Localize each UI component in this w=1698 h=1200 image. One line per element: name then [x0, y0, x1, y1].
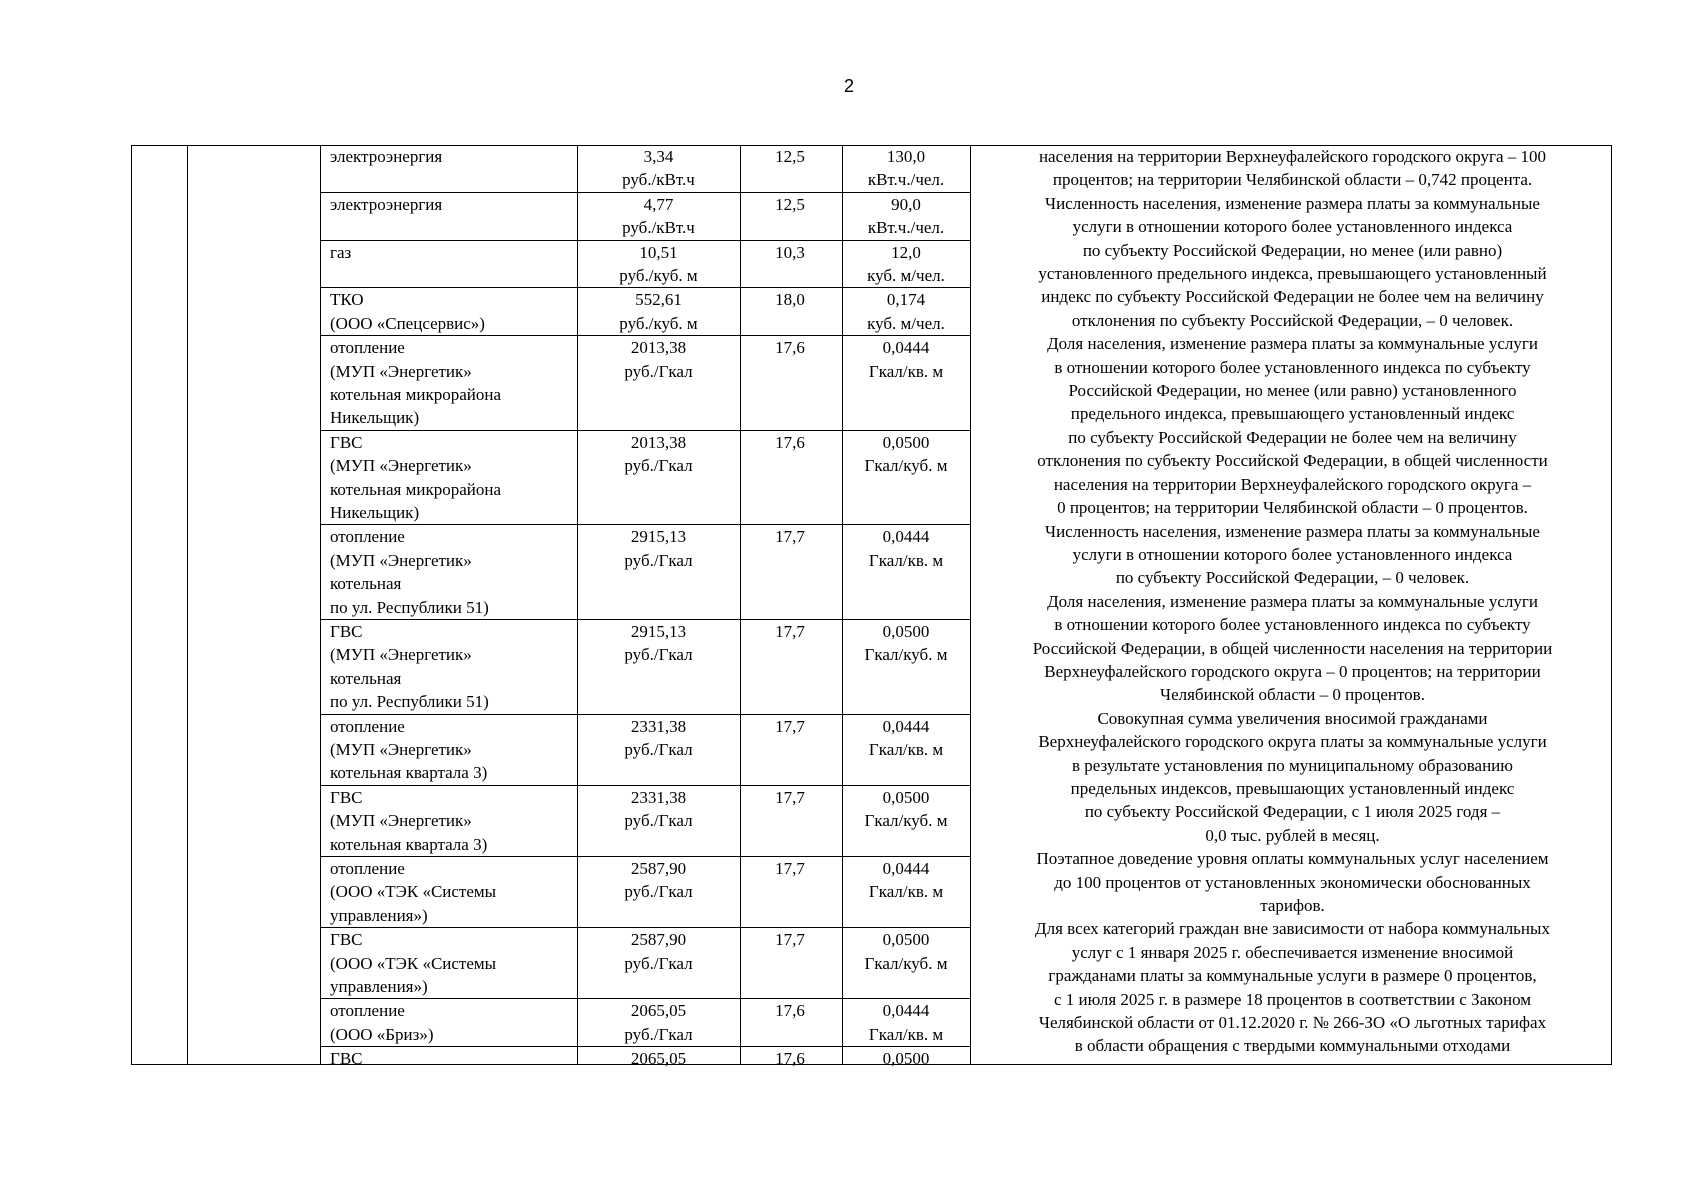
table-row	[320, 241, 970, 289]
tariff-cell: 2915,13 руб./Гкал	[624, 621, 693, 665]
service-name-cell: отопление (МУП «Энергетик» котельная квартала 3)	[330, 716, 488, 783]
text-line: Численность населения, изменение размера платы за коммунальные	[1045, 521, 1540, 541]
table-row	[320, 193, 970, 241]
index-cell: 17,6	[775, 1001, 805, 1021]
norm-cell: 0,0500 Гкал/куб. м	[864, 621, 948, 665]
norm-cell: 0,0444 Гкал/кв. м	[868, 858, 944, 902]
tariff-table	[320, 145, 970, 1072]
text-line: предельных индексов, превышающих установленный индекс	[1070, 778, 1515, 798]
text-line: услуги в отношении которого более установленного индекса	[1072, 217, 1513, 237]
tariff-cell: 3,34 руб./кВт.ч	[622, 147, 695, 190]
index-cell: 17,7	[775, 621, 805, 641]
text-line: по субъекту Российской Федерации, с 1 июля 2025 годя –	[1084, 802, 1501, 822]
text-line: населения на территории Верхнеуфалейского городского округа – 100	[1038, 147, 1547, 166]
text-line: 0 процентов; на территории Челябинской области – 0 процентов.	[1057, 498, 1528, 518]
norm-cell: 0,174 куб. м/чел.	[867, 290, 945, 333]
text-line: услуги в отношении которого более установленного индекса	[1072, 544, 1513, 564]
text-line: населения на территории Верхнеуфалейского городского округа –	[1053, 474, 1532, 494]
index-cell: 18,0	[775, 290, 805, 310]
index-cell: 10,3	[775, 242, 805, 262]
service-name-cell: отопление (МУП «Энергетик» котельная по ул. Республики 51)	[330, 527, 489, 617]
index-cell: 17,6	[775, 432, 805, 452]
text-line: индекс по субъекту Российской Федерации не более чем на величину	[1041, 287, 1544, 307]
norm-cell: 0,0500	[882, 1049, 930, 1069]
tariff-cell: 2331,38 руб./Гкал	[624, 787, 693, 831]
text-line: Доля населения, изменение размера платы за коммунальные услуги	[1047, 334, 1538, 354]
service-name-cell: отопление (ООО «Бриз»)	[330, 1001, 434, 1044]
index-cell: 17,7	[775, 527, 805, 547]
service-name-cell: электроэнергия	[330, 147, 443, 166]
index-cell: 17,7	[775, 787, 805, 807]
table-row	[320, 431, 970, 526]
norm-cell: 0,0444 Гкал/кв. м	[868, 1001, 944, 1044]
text-line: процентов; на территории Челябинской области – 0,742 процента.	[1052, 170, 1533, 190]
table-row	[320, 786, 970, 857]
text-line: Численность населения, изменение размера платы за коммунальные	[1045, 193, 1540, 213]
text-line: отклонения по субъекту Российской Федерации, в общей численности	[1037, 451, 1548, 471]
text-line: отклонения по субъекту Российской Федерации, – 0 человек.	[1071, 310, 1514, 330]
table-row	[320, 928, 970, 999]
text-line: до 100 процентов от установленных экономически обоснованных	[1054, 872, 1531, 892]
tariff-cell: 10,51 руб./куб. м	[619, 242, 698, 285]
text-line: Для всех категорий граждан вне зависимости от набора коммунальных	[1035, 919, 1550, 939]
text-line: с 1 июля 2025 г. в размере 18 процентов в соответствии с Законом	[1053, 989, 1532, 1009]
service-name-cell: ГВС (МУП «Энергетик» котельная квартала 3)	[330, 787, 488, 854]
service-name-cell: отопление (МУП «Энергетик» котельная микрорайона Никельщик)	[330, 338, 501, 428]
text-line: Совокупная сумма увеличения вносимой гражданами	[1097, 708, 1488, 728]
text-line: тарифов.	[1260, 896, 1325, 915]
norm-cell: 12,0 куб. м/чел.	[867, 242, 945, 285]
service-name-cell: ГВС (МУП «Энергетик» котельная по ул. Республики 51)	[330, 621, 489, 712]
table-row	[320, 857, 970, 928]
table-row	[320, 525, 970, 620]
text-line: гражданами платы за коммунальные услуги в размере 0 процентов,	[1048, 966, 1537, 986]
tariff-cell: 552,61 руб./куб. м	[619, 290, 698, 333]
tariff-cell: 2915,13 руб./Гкал	[624, 527, 693, 570]
page-number: 2	[843, 76, 854, 96]
index-cell: 17,6	[775, 1049, 805, 1069]
column-divider	[970, 145, 971, 1065]
text-line: предельного индекса, превышающего установленный индекс	[1070, 404, 1515, 424]
tariff-cell: 4,77 руб./кВт.ч	[622, 194, 695, 238]
text-line: Российской Федерации, в общей численности населения на территории	[1032, 638, 1553, 658]
text-line: в отношении которого более установленного индекса по субъекту	[1054, 615, 1531, 635]
tariff-cell: 2013,38 руб./Гкал	[624, 432, 693, 476]
norm-cell: 0,0500 Гкал/куб. м	[864, 930, 948, 973]
norm-cell: 130,0 кВт.ч./чел.	[867, 147, 945, 190]
table-row	[320, 288, 970, 336]
norm-cell: 0,0444 Гкал/кв. м	[868, 338, 944, 381]
norm-cell: 0,0500 Гкал/куб. м	[864, 787, 948, 831]
text-line: Челябинской области от 01.12.2020 г. № 266-ЗО «О льготных тарифах	[1038, 1013, 1547, 1033]
index-cell: 17,7	[775, 858, 805, 878]
service-name-cell: ГВС	[330, 1049, 363, 1069]
text-line: Поэтапное доведение уровня оплаты коммунальных услуг населением	[1036, 849, 1549, 869]
service-name-cell: ГВС (МУП «Энергетик» котельная микрорайона Никельщик)	[330, 432, 501, 522]
service-name-cell: отопление (ООО «ТЭК «Системы управления»)	[330, 858, 497, 925]
text-line: по субъекту Российской Федерации, но менее (или равно)	[1082, 240, 1503, 260]
tariff-cell: 2587,90 руб./Гкал	[624, 858, 693, 902]
service-name-cell: газ	[330, 242, 352, 262]
index-cell: 17,6	[775, 338, 805, 358]
index-cell: 12,5	[775, 147, 805, 166]
table-row	[320, 620, 970, 715]
text-line: Российской Федерации, но менее (или равно) установленного	[1068, 381, 1517, 401]
text-line: Доля населения, изменение размера платы за коммунальные услуги	[1047, 591, 1538, 611]
norm-cell: 0,0444 Гкал/кв. м	[868, 527, 944, 570]
explanatory-text	[975, 145, 1610, 1058]
service-name-cell: ГВС (ООО «ТЭК «Системы управления»)	[330, 930, 497, 996]
text-line: Верхнеуфалейского городского округа платы за коммунальные услуги	[1038, 732, 1547, 752]
text-line: услуг с 1 января 2025 г. обеспечивается изменение вносимой	[1071, 942, 1514, 962]
column-divider	[187, 145, 188, 1065]
text-line: Челябинской области – 0 процентов.	[1160, 685, 1425, 705]
text-line: установленного предельного индекса, превышающего установленный	[1038, 264, 1547, 284]
tariff-cell: 2065,05	[630, 1049, 687, 1069]
text-line: по субъекту Российской Федерации, – 0 человек.	[1115, 568, 1470, 588]
table-row	[320, 336, 970, 431]
tariff-cell: 2587,90 руб./Гкал	[624, 930, 693, 973]
text-line: Верхнеуфалейского городского округа – 0 процентов; на территории	[1044, 661, 1541, 681]
service-name-cell: ТКО (ООО «Спецсервис»)	[330, 290, 485, 333]
text-line: по субъекту Российской Федерации не более чем на величину	[1068, 427, 1517, 447]
table-row	[320, 999, 970, 1047]
table-row	[320, 145, 970, 193]
text-line: в результате установления по муниципальному образованию	[1072, 755, 1513, 775]
tariff-cell: 2013,38 руб./Гкал	[624, 338, 693, 381]
table-row	[320, 1047, 970, 1071]
index-cell: 17,7	[775, 930, 805, 950]
text-line: в отношении которого более установленного индекса по субъекту	[1054, 357, 1531, 377]
table-row	[320, 715, 970, 786]
service-name-cell: электроэнергия	[330, 194, 443, 214]
norm-cell: 90,0 кВт.ч./чел.	[867, 194, 945, 238]
text-line: 0,0 тыс. рублей в месяц.	[1205, 825, 1380, 845]
index-cell: 12,5	[775, 194, 805, 214]
text-line: в области обращения с твердыми коммунальными отходами	[1074, 1036, 1511, 1056]
norm-cell: 0,0444 Гкал/кв. м	[868, 716, 944, 759]
norm-cell: 0,0500 Гкал/куб. м	[864, 432, 948, 476]
tariff-cell: 2331,38 руб./Гкал	[624, 716, 693, 759]
index-cell: 17,7	[775, 716, 805, 736]
tariff-cell: 2065,05 руб./Гкал	[624, 1001, 693, 1044]
